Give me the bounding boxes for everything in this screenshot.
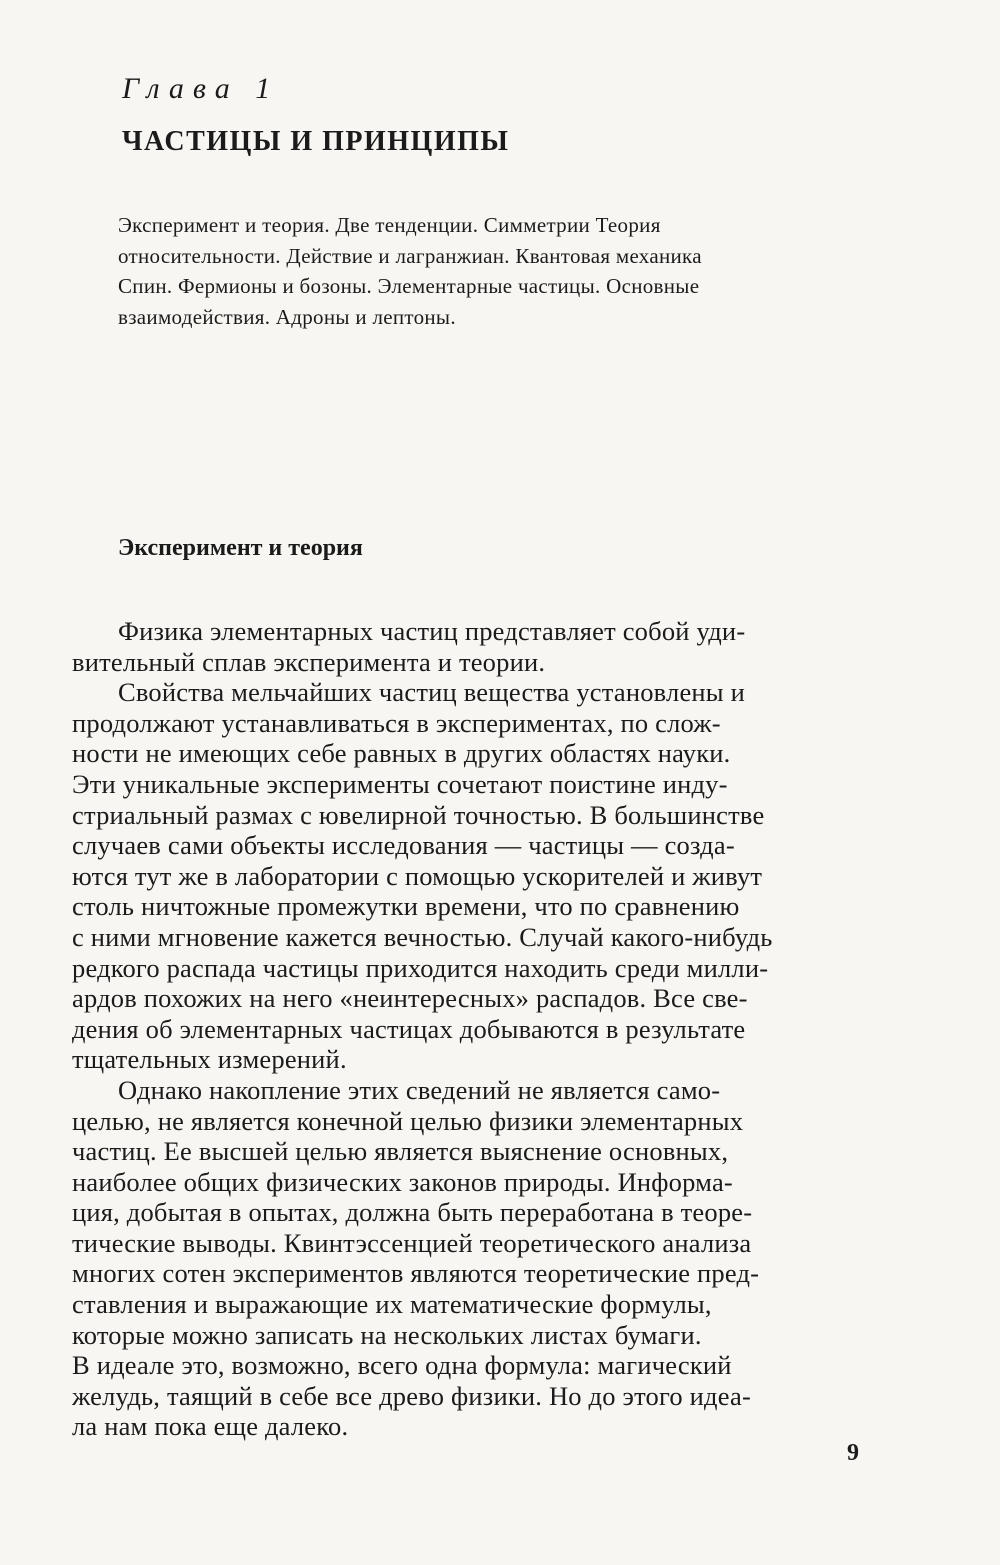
section-title: Эксперимент и теория — [118, 535, 363, 561]
summary-line: относительности. Действие и лагранжиан. Квантовая механика — [118, 243, 702, 268]
paragraph-line: тщательных измерений. — [72, 1044, 347, 1075]
paragraph-line: Физика элементарных частиц представляет собой уди- — [118, 616, 746, 646]
summary-line: Спин. Фермионы и бозоны. Элементарные частицы. Основные — [118, 274, 700, 298]
paragraph-line: ются тут же в лаборатории с помощью ускорителей и живут — [72, 860, 763, 891]
paragraph-line: ардов похожих на него «неинтересных» распадов. Все све- — [72, 983, 748, 1014]
paragraph-line: тические выводы. Квинтэссенцией теоретического анализа — [72, 1227, 752, 1258]
chapter-label: Глава 1 — [122, 72, 280, 105]
summary-line: Эксперимент и теория. Две тенденции. Симметрии Теория — [118, 213, 661, 237]
paragraph-line: частиц. Ее высшей целью является выяснение основных, — [72, 1136, 729, 1167]
paragraph-line: Однако накопление этих сведений не является само- — [118, 1074, 721, 1105]
paragraph-line: целью, не является конечной целью физики элементарных — [72, 1105, 744, 1136]
paragraph-line: многих сотен экспериментов являются теоретические пред- — [72, 1258, 760, 1289]
paragraph-line: Свойства мельчайших частиц вещества установлены и — [118, 677, 745, 708]
paragraph-line: которые можно записать на нескольких листах бумаги. — [72, 1319, 702, 1350]
paragraph-line: ности не имеющих себе равных в других областях науки. — [72, 738, 731, 769]
summary-line: взаимодействия. Адроны и лептоны. — [118, 304, 456, 329]
paragraph-line: вительный сплав эксперимента и теории. — [72, 646, 546, 677]
paragraph-line: продолжают устанавливаться в экспериментах, по слож- — [72, 707, 721, 738]
paragraph-line: ция, добытая в опытах, должна быть переработана в теоре- — [72, 1197, 753, 1228]
paragraph-line: В идеале это, возможно, всего одна формула: магический — [72, 1350, 732, 1381]
paragraph-line: Эти уникальные эксперименты сочетают поистине инду- — [72, 768, 728, 799]
page-number: 9 — [847, 1440, 859, 1466]
paragraph-line: с ними мгновение кажется вечностью. Случай какого-нибудь — [72, 921, 773, 952]
paragraph-line: дения об элементарных частицах добываются в результате — [72, 1013, 746, 1044]
chapter-summary — [118, 210, 868, 332]
chapter-title: ЧАСТИЦЫ И ПРИНЦИПЫ — [122, 126, 510, 157]
body-text — [72, 616, 872, 1442]
paragraph-line: редкого распада частицы приходится находить среди милли- — [72, 952, 769, 983]
paragraph-line: ла нам пока еще далеко. — [72, 1411, 349, 1442]
paragraph-line: случаев сами объекты исследования — частицы — созда- — [72, 830, 735, 861]
paragraph-line: столь ничтожные промежутки времени, что по сравнению — [72, 891, 740, 922]
paragraph-line: ставления и выражающие их математические формулы, — [72, 1289, 712, 1320]
paragraph-line: стриальный размах с ювелирной точностью. В большинстве — [72, 799, 765, 830]
paragraph-line: наиболее общих физических законов природы. Информа- — [72, 1166, 733, 1197]
paragraph-line: желудь, таящий в себе все древо физики. Но до этого идеа- — [72, 1380, 751, 1411]
